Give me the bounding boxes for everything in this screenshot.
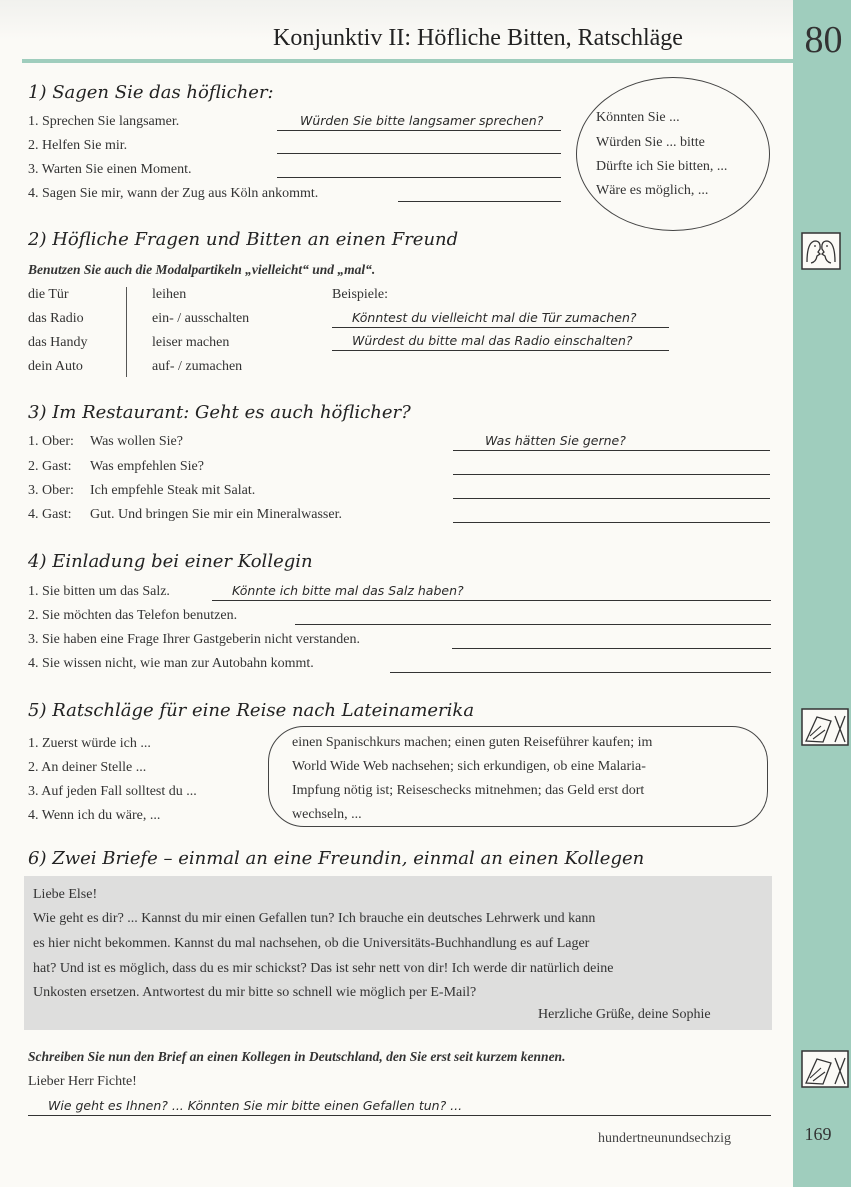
s4-item-3: 3. Sie haben eine Frage Ihrer Gastgeberin nicht verstanden. — [28, 632, 360, 647]
s2-noun-1: die Tür — [28, 287, 69, 302]
letter-line-3: hat? Und ist es möglich, dass du es mir schickst? Das ist sehr nett von dir! Ich werde dir natürlich deine — [33, 961, 614, 976]
s4-item-1: 1. Sie bitten um das Salz. — [28, 584, 170, 599]
s2-verb-4: auf- / zumachen — [152, 359, 243, 374]
s1-hint-bubble — [576, 77, 770, 231]
section-2-heading: 2) Höfliche Fragen und Bitten an einen Freund — [28, 229, 459, 250]
s3-answer-line-3[interactable] — [453, 498, 770, 499]
s2-verb-1: leihen — [152, 287, 187, 302]
s2-noun-4: dein Auto — [28, 359, 83, 374]
s5-hint-line-1: einen Spanischkurs machen; einen guten Reiseführer kaufen; im — [292, 735, 653, 750]
s3-text-4: Gut. Und bringen Sie mir ein Mineralwasser. — [90, 507, 342, 522]
s2-instruction: Benutzen Sie auch die Modalpartikeln „vielleicht“ und „mal“. — [28, 262, 376, 277]
s6-greeting-2: Lieber Herr Fichte! — [28, 1074, 137, 1089]
s1-hint-3: Dürfte ich Sie bitten, ... — [596, 159, 728, 174]
section-5-heading: 5) Ratschläge für eine Reise nach Lateinamerika — [28, 700, 475, 721]
s5-hint-line-2: World Wide Web nachsehen; sich erkundigen, ob eine Malaria- — [292, 759, 646, 774]
s3-text-2: Was empfehlen Sie? — [90, 459, 204, 474]
s3-answer-line-1[interactable] — [453, 450, 770, 451]
s1-item-1: 1. Sprechen Sie langsamer. — [28, 114, 180, 129]
s2-examples-label: Beispiele: — [332, 287, 388, 302]
s2-verb-3: leiser machen — [152, 335, 230, 350]
writing-icon — [801, 1050, 849, 1088]
letter-line-1: Wie geht es dir? ... Kannst du mir einen Gefallen tun? Ich brauche ein deutsches Lehrwerk und kann — [33, 911, 596, 926]
s1-hint-2: Würden Sie ... bitte — [596, 135, 705, 150]
s2-example-1: Könntest du vielleicht mal die Tür zumachen? — [352, 310, 637, 325]
s4-answer: Könnte ich bitte mal das Salz haben? — [232, 583, 464, 598]
chapter-number: 80 — [804, 19, 843, 61]
s1-item-2: 2. Helfen Sie mir. — [28, 138, 128, 153]
s1-answer-line-4[interactable] — [398, 201, 561, 202]
s3-speaker-3: 3. Ober: — [28, 483, 74, 498]
s3-speaker-2: 2. Gast: — [28, 459, 72, 474]
s1-hint-4: Wäre es möglich, ... — [596, 183, 709, 198]
s5-hint-line-3: Impfung nötig ist; Reiseschecks mitnehmen; das Geld erst dort — [292, 783, 645, 798]
s6-instruction: Schreiben Sie nun den Brief an einen Kollegen in Deutschland, den Sie erst seit kurzem kennen. — [28, 1049, 566, 1064]
s1-answer-line-1[interactable] — [277, 130, 561, 131]
s6-answer-line[interactable] — [28, 1115, 771, 1116]
s4-answer-line-2[interactable] — [295, 624, 771, 625]
s3-speaker-1: 1. Ober: — [28, 434, 74, 449]
section-1-heading: 1) Sagen Sie das höflicher: — [28, 82, 274, 103]
section-6-heading: 6) Zwei Briefe – einmal an eine Freundin, einmal an einen Kollegen — [28, 848, 645, 869]
letter-greeting: Liebe Else! — [33, 887, 98, 902]
s5-hint-line-4: wechseln, ... — [292, 807, 362, 822]
letter-line-2: es hier nicht bekommen. Kannst du mal nachsehen, ob die Universitäts-Buchhandlung es auf Lager — [33, 936, 590, 951]
footer-page-number: 169 — [804, 1124, 832, 1144]
s2-example-line-2 — [332, 350, 669, 351]
writing-icon — [801, 708, 849, 746]
s3-text-1: Was wollen Sie? — [90, 434, 183, 449]
s3-text-3: Ich empfehle Steak mit Salat. — [90, 483, 256, 498]
footer-page-word: hundertneunundsechzig — [598, 1131, 731, 1146]
s3-answer-line-4[interactable] — [453, 522, 770, 523]
title-rule — [22, 59, 793, 63]
s3-answer-line-2[interactable] — [453, 474, 770, 475]
section-4-heading: 4) Einladung bei einer Kollegin — [28, 551, 313, 572]
s5-item-2: 2. An deiner Stelle ... — [28, 760, 147, 775]
s2-example-line-1 — [332, 327, 669, 328]
s1-answer-line-3[interactable] — [277, 177, 561, 178]
s1-answer-line-2[interactable] — [277, 153, 561, 154]
s6-answer: Wie geht es Ihnen? ... Könnten Sie mir bitte einen Gefallen tun? ... — [48, 1098, 463, 1113]
s2-noun-2: das Radio — [28, 311, 84, 326]
s4-answer-line-1[interactable] — [212, 600, 771, 601]
s3-speaker-4: 4. Gast: — [28, 507, 72, 522]
page-title: Konjunktiv II: Höfliche Bitten, Ratschläge — [273, 25, 683, 51]
s2-column-divider — [126, 287, 127, 377]
letter-closing: Herzliche Grüße, deine Sophie — [538, 1007, 711, 1022]
letter-line-4: Unkosten ersetzen. Antwortest du mir bitte so schnell wie möglich per E-Mail? — [33, 985, 477, 1000]
side-band — [793, 0, 851, 1187]
s1-item-3: 3. Warten Sie einen Moment. — [28, 162, 192, 177]
s2-example-2: Würdest du bitte mal das Radio einschalten? — [352, 333, 633, 348]
s1-answer: Würden Sie bitte langsamer sprechen? — [300, 113, 544, 128]
section-3-heading: 3) Im Restaurant: Geht es auch höflicher? — [28, 402, 411, 423]
s5-item-3: 3. Auf jeden Fall solltest du ... — [28, 784, 197, 799]
s1-item-4: 4. Sagen Sie mir, wann der Zug aus Köln ankommt. — [28, 186, 319, 201]
s4-answer-line-4[interactable] — [390, 672, 771, 673]
speaking-icon — [801, 232, 841, 270]
s4-item-4: 4. Sie wissen nicht, wie man zur Autobahn kommt. — [28, 656, 314, 671]
s2-noun-3: das Handy — [28, 335, 88, 350]
s5-item-1: 1. Zuerst würde ich ... — [28, 736, 151, 751]
s5-item-4: 4. Wenn ich du wäre, ... — [28, 808, 161, 823]
s4-item-2: 2. Sie möchten das Telefon benutzen. — [28, 608, 238, 623]
s4-answer-line-3[interactable] — [452, 648, 771, 649]
s1-hint-1: Könnten Sie ... — [596, 110, 680, 125]
s3-answer: Was hätten Sie gerne? — [485, 433, 626, 448]
s2-verb-2: ein- / ausschalten — [152, 311, 250, 326]
